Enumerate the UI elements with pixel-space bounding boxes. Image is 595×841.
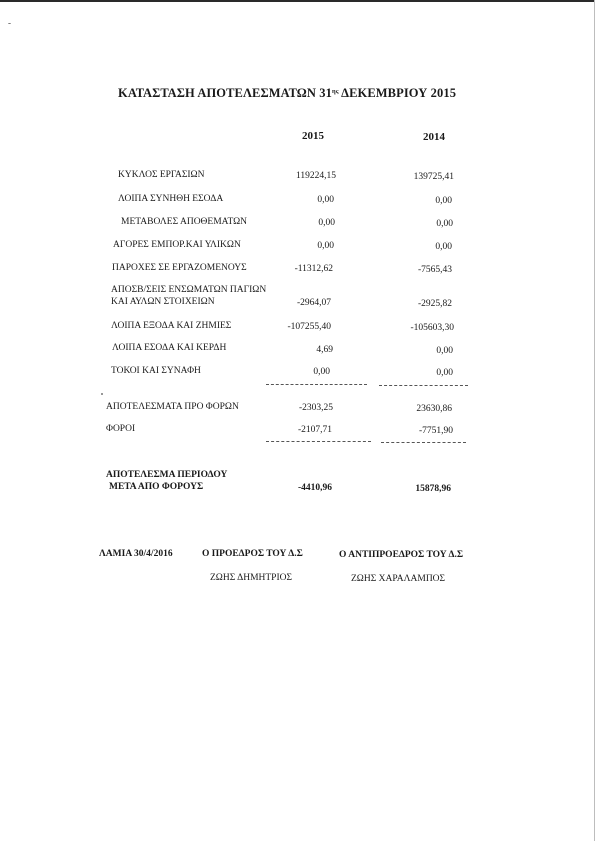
row-label-inventory-change: ΜΕΤΑΒΟΛΕΣ ΑΠΟΘΕΜΑΤΩΝ bbox=[121, 217, 248, 227]
value-2015: 0,00 bbox=[317, 195, 334, 205]
row-label-employee-benefits: ΠΑΡΟΧΕΣ ΣΕ ΕΡΓΑΖΟΜΕΝΟΥΣ bbox=[112, 263, 247, 273]
subtotal-rule-2015 bbox=[266, 384, 367, 385]
value-2014: 0,00 bbox=[436, 346, 453, 356]
value-2014: 139725,41 bbox=[413, 172, 454, 182]
value-2015: -107255,40 bbox=[287, 322, 331, 332]
scan-speck bbox=[101, 393, 103, 395]
row-label-depreciation-line2: ΚΑΙ ΑΥΛΩΝ ΣΤΟΙΧΕΙΩΝ bbox=[111, 297, 215, 307]
value-2014-net-result: 15878,96 bbox=[415, 484, 451, 494]
total-rule-2014 bbox=[381, 442, 466, 443]
value-2014: -2925,82 bbox=[417, 299, 452, 309]
scan-speck bbox=[8, 23, 11, 24]
row-label-net-result-line2: ΜΕΤΑ ΑΠΟ ΦΟΡΟΥΣ bbox=[109, 482, 204, 492]
row-label-pretax: ΑΠΟΤΕΛΕΣΜΑΤΑ ΠΡΟ ΦΟΡΩΝ bbox=[106, 402, 239, 412]
value-2014: 23630,86 bbox=[416, 404, 452, 414]
year-header-2015: 2015 bbox=[302, 130, 324, 142]
value-2015: 4,69 bbox=[316, 345, 333, 355]
row-label-revenue: ΚΥΚΛΟΣ ΕΡΓΑΣΙΩΝ bbox=[118, 170, 205, 180]
value-2015: 0,00 bbox=[318, 218, 335, 228]
row-label-purchases: ΑΓΟΡΕΣ ΕΜΠΟΡ.ΚΑΙ ΥΛΙΚΩΝ bbox=[113, 240, 241, 250]
value-2014: 0,00 bbox=[435, 196, 452, 206]
value-2015: -11312,62 bbox=[294, 264, 333, 274]
page-title: ΚΑΤΑΣΤΑΣΗ ΑΠΟΤΕΛΕΣΜΑΤΩΝ $31^{\eta\varsigma}$ ΔΕΚΕΜΒΡΙΟΥ 2015 bbox=[118, 86, 457, 100]
value-2015: -2303,25 bbox=[298, 403, 333, 413]
scan-edge-top bbox=[0, 0, 595, 2]
value-2014: -7565,43 bbox=[417, 265, 452, 275]
value-2014: -7751,90 bbox=[418, 426, 453, 436]
value-2014: 0,00 bbox=[436, 219, 453, 229]
president-name: ΖΩΗΣ ΔΗΜΗΤΡΙΟΣ bbox=[210, 573, 293, 583]
vice-president-name: ΖΩΗΣ ΧΑΡΑΛΑΜΠΟΣ bbox=[351, 574, 446, 584]
total-rule-2015 bbox=[266, 441, 371, 442]
row-label-interest: ΤΟΚΟΙ ΚΑΙ ΣΥΝΑΦΗ bbox=[111, 366, 201, 376]
president-title: Ο ΠΡΟΕΔΡΟΣ ΤΟΥ Δ.Σ bbox=[202, 549, 303, 559]
row-label-other-gains: ΛΟΙΠΑ ΕΣΟΔΑ ΚΑΙ ΚΕΡΔΗ bbox=[112, 343, 227, 353]
value-2014: -105603,30 bbox=[410, 323, 454, 333]
row-label-depreciation bbox=[111, 284, 266, 308]
row-label-taxes: ΦΟΡΟΙ bbox=[106, 424, 136, 434]
value-2014: 0,00 bbox=[436, 368, 453, 378]
row-label-other-income: ΛΟΙΠΑ ΣΥΝΗΘΗ ΕΣΟΔΑ bbox=[118, 194, 224, 204]
row-label-net-result bbox=[106, 469, 227, 493]
row-label-other-expenses: ΛΟΙΠΑ ΕΞΟΔΑ ΚΑΙ ΖΗΜΙΕΣ bbox=[111, 321, 232, 331]
value-2014: 0,00 bbox=[435, 242, 452, 252]
year-header-2014: 2014 bbox=[423, 131, 445, 143]
value-2015-net-result: -4410,96 bbox=[297, 483, 332, 493]
value-2015: 0,00 bbox=[317, 241, 334, 251]
value-2015: 0,00 bbox=[313, 367, 330, 377]
vice-president-title: Ο ΑΝΤΙΠΡΟΕΔΡΟΣ ΤΟΥ Δ.Σ bbox=[339, 550, 464, 560]
value-2015: -2107,71 bbox=[297, 425, 332, 435]
row-label-depreciation-line1: ΑΠΟΣΒ/ΣΕΙΣ ΕΝΣΩΜΑΤΩΝ ΠΑΓΙΩΝ bbox=[111, 285, 267, 295]
value-2015: 119224,15 bbox=[295, 171, 336, 181]
subtotal-rule-2014 bbox=[379, 385, 468, 386]
place-date: ΛΑΜΙΑ 30/4/2016 bbox=[99, 549, 173, 559]
value-2015: -2964,07 bbox=[296, 298, 331, 308]
row-label-net-result-line1: ΑΠΟΤΕΛΕΣΜΑ ΠΕΡΙΟΔΟΥ bbox=[106, 470, 228, 480]
